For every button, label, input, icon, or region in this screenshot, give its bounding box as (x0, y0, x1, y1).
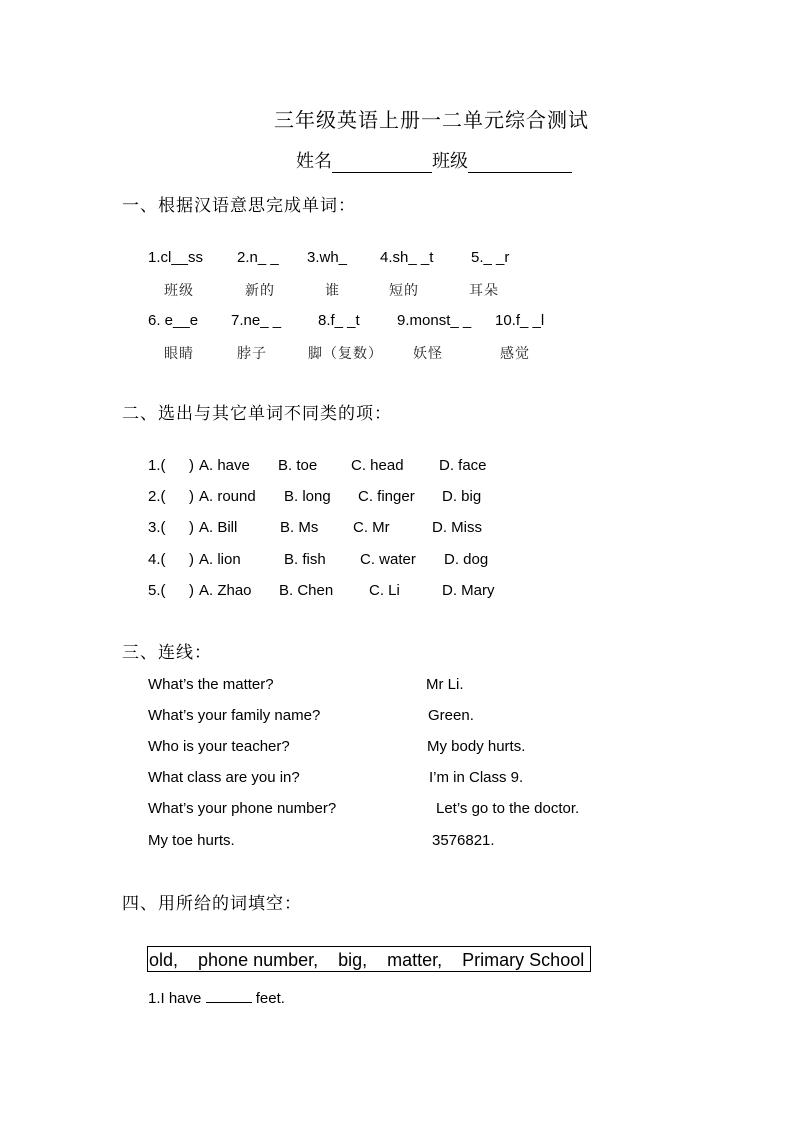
word-item: 1.cl__ss (148, 249, 204, 266)
option-a: A. lion (199, 551, 241, 568)
fill-question-text: 1.I have (148, 990, 202, 1007)
word-item: 4.sh_ _t (380, 249, 434, 266)
question-close: ) (189, 488, 194, 505)
option-a: A. have (199, 457, 250, 474)
option-d: D. dog (444, 551, 489, 568)
word-bank-box: old, phone number, big, matter, Primary School (147, 946, 591, 972)
option-d: D. face (439, 457, 487, 474)
section3-heading: 三、连线： (122, 643, 212, 663)
option-c: C. Mr (353, 519, 390, 536)
match-right-item: I’m in Class 9. (429, 769, 524, 786)
class-label: 班级 (432, 151, 468, 172)
option-c: C. water (360, 551, 416, 568)
option-b: B. long (284, 488, 331, 505)
gloss-item: 新的 (245, 283, 275, 299)
gloss-item: 妖怪 (413, 346, 443, 362)
gloss-item: 谁 (325, 283, 340, 299)
word-item: 6. e__e (148, 312, 199, 329)
match-right-item: My body hurts. (427, 738, 526, 755)
match-left-item: What’s the matter? (148, 676, 274, 693)
gloss-item: 脚（复数） (308, 346, 383, 362)
question-number: 1.( (148, 457, 166, 474)
word-item: 3.wh_ (307, 249, 348, 266)
name-label: 姓名 (296, 151, 332, 172)
question-number: 4.( (148, 551, 166, 568)
page-title: 三年级英语上册一二单元综合测试 (274, 108, 589, 132)
question-number: 2.( (148, 488, 166, 505)
name-blank[interactable] (332, 152, 432, 173)
name-class-row (296, 147, 572, 173)
match-right-item: 3576821. (432, 832, 495, 849)
option-c: C. Li (369, 582, 400, 599)
match-right-item: Let’s go to the doctor. (436, 800, 580, 817)
option-a: A. Bill (199, 519, 238, 536)
gloss-item: 班级 (164, 283, 194, 299)
option-a: A. Zhao (199, 582, 252, 599)
match-right-item: Green. (428, 707, 474, 724)
word-item: 7.ne_ _ (231, 312, 282, 329)
match-left-item: My toe hurts. (148, 832, 235, 849)
question-close: ) (189, 519, 194, 536)
fill-question-text: feet. (255, 990, 285, 1007)
section4-heading: 四、用所给的词填空： (122, 894, 302, 914)
word-item: 8.f_ _t (318, 312, 360, 329)
option-d: D. Mary (442, 582, 495, 599)
question-close: ) (189, 551, 194, 568)
match-left-item: What class are you in? (148, 769, 300, 786)
gloss-item: 感觉 (500, 346, 530, 362)
question-close: ) (189, 582, 194, 599)
option-b: B. Ms (280, 519, 319, 536)
fill-question-1 (148, 988, 285, 1007)
question-number: 5.( (148, 582, 166, 599)
match-left-item: What’s your phone number? (148, 800, 337, 817)
option-a: A. round (199, 488, 256, 505)
word-item: 9.monst_ _ (397, 312, 472, 329)
match-left-item: What’s your family name? (148, 707, 321, 724)
gloss-item: 耳朵 (469, 283, 499, 299)
gloss-item: 短的 (389, 283, 419, 299)
question-close: ) (189, 457, 194, 474)
option-c: C. finger (358, 488, 415, 505)
gloss-item: 脖子 (237, 346, 267, 362)
option-d: D. Miss (432, 519, 482, 536)
option-b: B. fish (284, 551, 326, 568)
section2-heading: 二、选出与其它单词不同类的项： (122, 404, 392, 424)
match-right-item: Mr Li. (426, 676, 464, 693)
option-b: B. toe (278, 457, 318, 474)
fill-blank[interactable] (206, 988, 252, 1003)
match-left-item: Who is your teacher? (148, 738, 290, 755)
class-blank[interactable] (468, 152, 572, 173)
gloss-item: 眼睛 (164, 346, 194, 362)
word-item: 5._ _r (471, 249, 510, 266)
option-d: D. big (442, 488, 482, 505)
word-item: 10.f_ _l (495, 312, 545, 329)
word-item: 2.n_ _ (237, 249, 279, 266)
section1-heading: 一、根据汉语意思完成单词： (122, 196, 356, 216)
option-b: B. Chen (279, 582, 334, 599)
question-number: 3.( (148, 519, 166, 536)
option-c: C. head (351, 457, 404, 474)
